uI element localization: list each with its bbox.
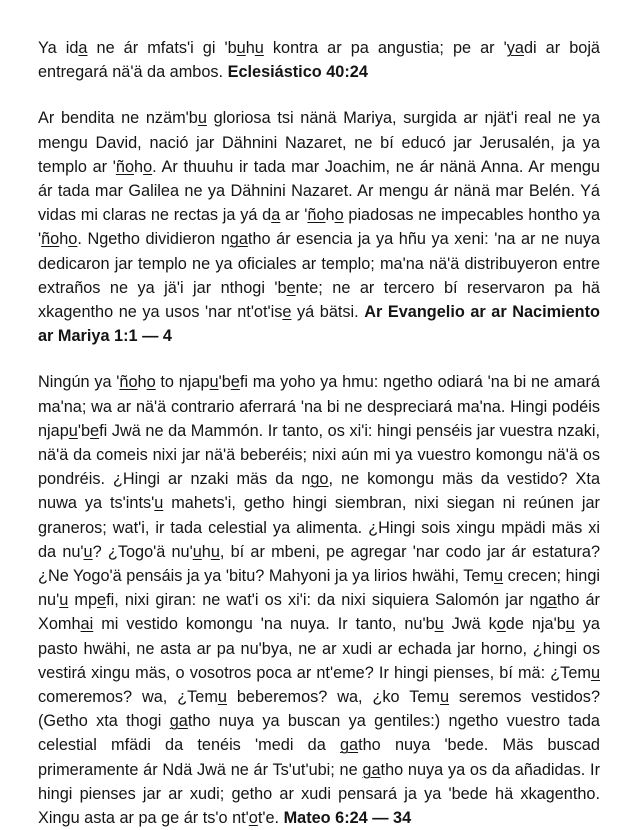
underlined-text: u <box>565 615 575 634</box>
text-run: 'b <box>218 373 231 392</box>
text-run: 'b <box>77 421 91 440</box>
text-run: ya pasto hwähi, ne asta ar pa nu'bya, ne ar xudi ar echada jar horno, ¿hingi os vestirá xingu mäs, o vosotros poca ar nt'eme? Ir hingi pienses, bí mä: ¿Tem <box>38 615 600 682</box>
underlined-text: u <box>209 373 219 392</box>
text-run: Ningún ya ' <box>38 373 120 392</box>
text-run: mp <box>68 591 98 610</box>
text-run: mahets'i, getho hingi siembran, nixi siegan ni reúnen jar graneros; wat'i, ir tada celestial ya alimenta. ¿Hingi sois xingu mpädi mäs xi da nu' <box>38 494 600 561</box>
text-run: kontra ar pa angustia; pe ar ' <box>263 39 507 57</box>
text-run: , ne komongu mäs da vestido? Xta nuwa ya ts'ints' <box>38 470 600 513</box>
underlined-text: u <box>192 542 202 561</box>
text-run: tho ár Xomh <box>38 591 600 634</box>
text-run: tho nuya ya buscan ya gentiles:) ngetho vuestro tada celestial mfädi da tenéis 'medi da <box>38 712 600 755</box>
underlined-text: e <box>282 303 292 322</box>
text-run: ? ¿Togo'ä nu' <box>92 542 193 561</box>
text-run: fi ma yoho ya hmu: ngetho odiará 'na bi ne amará ma'na; wa ar nä'ä contrario aferrará 'na bi ne despreciará ma'na. Hingi podéis njap <box>38 373 600 440</box>
underlined-text: u <box>197 109 207 128</box>
underlined-text: ga <box>229 230 248 249</box>
underlined-text: a <box>78 39 88 57</box>
text-run: piadosas ne impecables hontho ya ' <box>38 206 601 249</box>
underlined-text: e <box>286 278 296 297</box>
text-run: di ar bojä entregará nä'ä da ambos. <box>38 39 600 82</box>
text-run: Jwä k <box>443 615 497 634</box>
text-run: h <box>245 39 255 57</box>
underlined-text: ño <box>119 373 138 392</box>
text-run: crecen; hingi nu' <box>38 567 600 610</box>
text-run: de nja'b <box>505 615 566 634</box>
underlined-text: ño <box>41 230 60 249</box>
text-run: Ar bendita ne nzäm'b <box>38 109 198 128</box>
underlined-text: ño <box>307 206 326 225</box>
text-run: nte; ne ar tercero bí reservaron pa hä xkagentho ne ya usos 'nar nt'ot'is <box>38 278 600 322</box>
text-run: seremos vestidos? (Getho xta thogi <box>38 688 600 731</box>
underlined-text: u <box>83 542 93 561</box>
text-run: gloriosa tsi nänä Mariya, surgida ar njät'i real ne ya mengu David, nació jar Dähnini Nazaret, ne bí educó jar Jerusalén, ja ya templo ar ' <box>38 109 601 176</box>
text-run: tho ár esencia ja ya hñu ya xeni: 'na ar ne nuya dedicaron jar templo ne ya oficiales ar templo; ma'na nä'ä distribuyeron entre extraños ne ya jä'i jar nthogi 'b <box>38 230 600 297</box>
scripture-reference: Mateo 6:24 — 34 <box>283 809 412 828</box>
text-run: h <box>134 157 144 176</box>
text-run: h <box>325 206 335 225</box>
text-run: h <box>59 230 69 249</box>
underlined-text: a <box>271 206 281 225</box>
underlined-text: u <box>68 421 78 440</box>
text-run: mi vestido komongu 'na nuya. Ir tanto, nu'b <box>93 615 435 634</box>
underlined-text: o <box>143 157 153 176</box>
text-run: t'e. <box>257 809 284 828</box>
underlined-text: o <box>248 809 258 828</box>
paragraph <box>38 36 600 84</box>
text-run: h <box>137 373 147 392</box>
underlined-text: ga <box>169 712 188 731</box>
text-run: tho nuya 'bede. Mäs buscad primeramente ár Ndä Jwä ne ár Ts'ut'ubi; ne <box>38 736 600 779</box>
text-run: h <box>201 542 211 561</box>
underlined-text: o <box>146 373 156 392</box>
underlined-text: ga <box>538 591 557 610</box>
underlined-text: u <box>154 494 164 513</box>
text-run: comeremos? wa, ¿Tem <box>38 688 218 707</box>
underlined-text: u <box>217 688 227 707</box>
underlined-text: ai <box>80 615 94 634</box>
text-run: to njap <box>155 373 210 392</box>
underlined-text: ga <box>362 760 381 779</box>
underlined-text: e <box>97 591 107 610</box>
underlined-text: u <box>59 591 69 610</box>
text-run: . Ar thuuhu ir tada mar Joachim, ne ár nänä Anna. Ar mengu ár tada mar Galilea ne ya Dähnini Nazaret. Ar mengu ár nänä mar Belén. Yá vidas mi claras ne rectas ja yá d <box>38 157 600 225</box>
text-run: ar ' <box>280 206 308 225</box>
underlined-text: ga <box>339 736 359 755</box>
text-run: , bí ar mbeni, pe agregar 'nar codo jar ár estatura? ¿Ne Yogo'ä pensáis ja ya 'bitu? Mahyoni ja ya lirios hwähi, Tem <box>38 542 601 586</box>
scripture-reference: Eclesiástico 40:24 <box>227 63 368 82</box>
underlined-text: a <box>514 39 524 57</box>
paragraph <box>38 106 600 348</box>
text-run: beberemos? wa, ¿ko Tem <box>226 688 440 707</box>
underlined-text: y <box>506 39 515 57</box>
underlined-text: o <box>68 230 78 249</box>
underlined-text: e <box>90 421 100 440</box>
text-run: Ya id <box>38 39 79 57</box>
text-run: . Ngetho dividieron n <box>77 230 230 249</box>
underlined-text: u <box>590 663 600 682</box>
text-run: yá bätsi. <box>291 303 365 322</box>
underlined-text: u <box>439 688 450 707</box>
underlined-text: u <box>254 39 264 57</box>
underlined-text: u <box>210 542 220 561</box>
paragraph <box>38 370 600 830</box>
underlined-text: u <box>434 615 444 634</box>
underlined-text: o <box>496 615 506 634</box>
underlined-text: u <box>494 567 504 586</box>
underlined-text: go <box>310 470 329 489</box>
text-run: fi Jwä ne da Mammón. Ir tanto, os xi'i: hingi penséis jar vuestra nzaki, nä'ä da comeis nixi jar nä'ä beberéis; nixi aún mi ya vuestro komongu nä'ä os pondréis. ¿Hingi ar nzaki mäs da n <box>38 421 600 489</box>
underlined-text: ño <box>115 157 135 176</box>
text-run: tho nuya ya os da añadidas. Ir hingi pienses jar ar xudi; getho ar xudi pensará ja ya 'bede hä xkagentho. Xingu asta ar pa ge ár ts'o nt' <box>38 760 601 828</box>
underlined-text: e <box>230 373 240 392</box>
underlined-text: o <box>334 206 344 225</box>
underlined-text: u <box>236 39 246 57</box>
text-run: fi, nixi giran: ne wat'i os xi'i: da nixi siquiera Salomón jar n <box>106 591 539 610</box>
scripture-reference: Ar Evangelio ar ar Nacimiento ar Mariya 1:1 — 4 <box>38 303 600 346</box>
text-run: ne ár mfats'i gi 'b <box>87 39 237 57</box>
